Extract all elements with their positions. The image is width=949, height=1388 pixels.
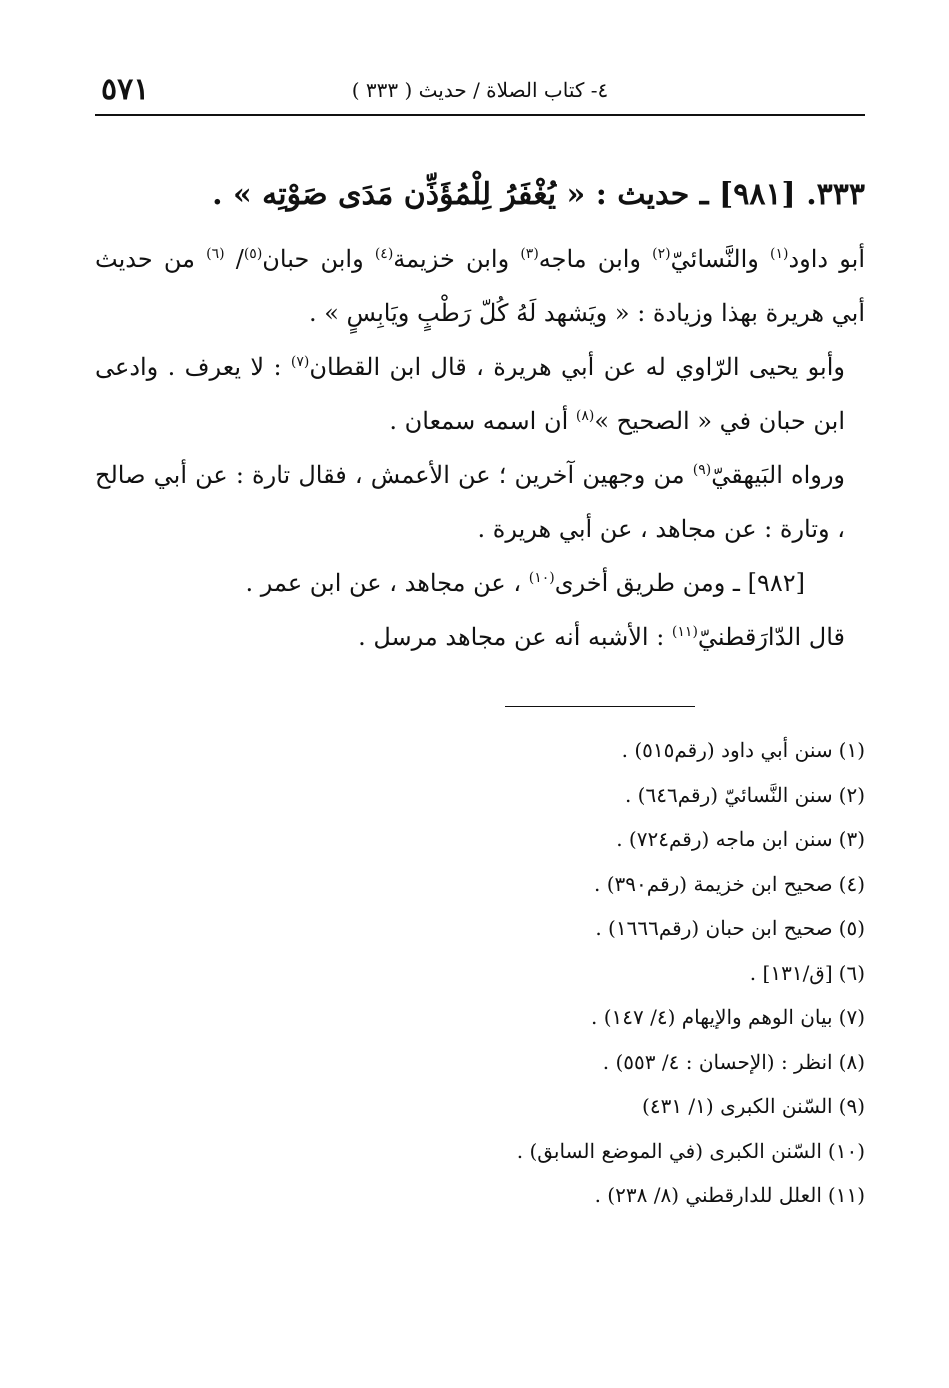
footnote-number: (٢) bbox=[838, 782, 865, 807]
footnote-marker: (١١) bbox=[671, 624, 698, 640]
footnote-marker: (١) bbox=[770, 246, 789, 262]
footnote-marker: (٥) bbox=[243, 246, 263, 262]
footnotes bbox=[95, 728, 865, 1218]
footnote-marker: (٦) bbox=[206, 246, 225, 262]
footnote-text: صحيح ابن حبان (رقم١٦٦٦) . bbox=[595, 916, 833, 940]
text-run: أبو داود bbox=[788, 245, 866, 273]
hadith-matn: « يُغْفَرُ لِلْمُؤَذِّن مَدَى صَوْتِه » . bbox=[212, 177, 586, 212]
hadith-label: ـ حديث : bbox=[595, 177, 709, 212]
text-run: وابن خزيمة bbox=[393, 245, 521, 273]
footnote-number: (١١) bbox=[827, 1183, 865, 1207]
page-header bbox=[95, 70, 865, 116]
footnote-text: سنن النَّسائيّ (رقم٦٤٦) . bbox=[624, 782, 833, 807]
footnote-number: (٣) bbox=[838, 827, 865, 851]
footnote-marker: (٤) bbox=[374, 246, 394, 262]
paragraph bbox=[95, 340, 865, 448]
footnote-item bbox=[95, 1084, 865, 1129]
footnote-marker: (١٠) bbox=[528, 570, 555, 586]
text-run: وابن حبان bbox=[262, 245, 375, 273]
text-run: : لا يعرف . وادعى ابن حبان في « الصحيح » bbox=[95, 353, 845, 435]
hadith-heading bbox=[95, 172, 865, 218]
footnote-item bbox=[95, 728, 865, 773]
footnote-item bbox=[95, 1129, 865, 1174]
paragraph bbox=[95, 556, 865, 610]
text-run: قال الدّارَقطنيّ bbox=[697, 623, 845, 651]
footnote-number: (٤) bbox=[838, 871, 865, 896]
footnote-number: (١) bbox=[838, 738, 865, 762]
footnote-number: (٦) bbox=[838, 960, 865, 985]
footnote-number: (٩) bbox=[838, 1094, 865, 1118]
footnote-number: (٥) bbox=[838, 916, 865, 940]
text-run: : الأشبه أنه عن مجاهد مرسل . bbox=[358, 623, 672, 651]
footnote-text: انظر : (الإحسان : ٤/ ٥٥٣) . bbox=[602, 1049, 833, 1074]
footnote-item bbox=[95, 995, 865, 1040]
running-title: ٤- كتاب الصلاة / حديث ( ٣٣٣ ) bbox=[351, 78, 609, 102]
footnote-text: سنن ابن ماجه (رقم٧٢٤) . bbox=[616, 827, 833, 851]
footnote-number: (٧) bbox=[838, 1005, 865, 1029]
footnote-item bbox=[95, 862, 865, 907]
footnote-item bbox=[95, 1173, 865, 1218]
text-run: ، عن مجاهد ، عن ابن عمر . bbox=[245, 569, 529, 597]
main-text bbox=[95, 172, 865, 664]
footnote-text: العلل للدارقطني (٨/ ٢٣٨) . bbox=[594, 1183, 822, 1207]
paragraph bbox=[95, 232, 865, 340]
footnote-item bbox=[95, 1040, 865, 1085]
footnote-number: (٨) bbox=[838, 1049, 865, 1074]
footnote-marker: (٨) bbox=[575, 408, 595, 424]
text-run: والنَّسائيّ bbox=[670, 245, 771, 273]
footnote-item bbox=[95, 906, 865, 951]
footnote-marker: (٩) bbox=[692, 462, 712, 478]
text-run: من حديث أبي هريرة بهذا وزيادة : « ويَشهد لَهُ كُلّ رَطْبٍ ويَابِسٍ » . bbox=[95, 245, 865, 327]
text-run: ورواه البَيهقيّ bbox=[711, 461, 846, 489]
footnote-item bbox=[95, 951, 865, 996]
text-run: وأبو يحيى الرّاوي له عن أبي هريرة ، قال ابن القطان bbox=[309, 353, 845, 381]
footnote-separator bbox=[505, 706, 695, 707]
footnote-number: (١٠) bbox=[827, 1138, 865, 1163]
text-run: وابن ماجه bbox=[538, 245, 653, 273]
footnote-text: بيان الوهم والإيهام (٤/ ١٤٧) . bbox=[591, 1005, 833, 1029]
footnote-marker: (٣) bbox=[520, 246, 539, 262]
footnote-item bbox=[95, 773, 865, 818]
footnote-marker: (٧) bbox=[290, 354, 310, 370]
footnote-text: [ق/١٣١] . bbox=[749, 960, 833, 985]
footnote-item bbox=[95, 817, 865, 862]
hadith-number: ٣٣٣. bbox=[806, 177, 865, 212]
footnote-text: صحيح ابن خزيمة (رقم٣٩٠) . bbox=[594, 871, 833, 896]
footnote-text: السّنن الكبرى (في الموضع السابق) . bbox=[516, 1138, 822, 1163]
text-run: من وجهين آخرين ؛ عن الأعمش ، فقال تارة : عن أبي صالح ، وتارة : عن مجاهد ، عن أبي هريرة . bbox=[95, 461, 845, 543]
footnote-text: السّنن الكبرى (١/ ٤٣١) bbox=[642, 1094, 833, 1118]
text-run: / bbox=[224, 245, 244, 273]
footnote-text: سنن أبي داود (رقم٥١٥) . bbox=[621, 738, 833, 762]
paragraph bbox=[95, 448, 865, 556]
paragraph bbox=[95, 610, 865, 664]
footnote-marker: (٢) bbox=[652, 246, 671, 262]
text-run: أن اسمه سمعان . bbox=[389, 407, 576, 435]
hadith-reference: [٩٨١] bbox=[719, 177, 796, 212]
page-number: ٥٧١ bbox=[101, 72, 150, 107]
text-run: [٩٨٢] ـ ومن طريق أخرى bbox=[554, 569, 805, 597]
